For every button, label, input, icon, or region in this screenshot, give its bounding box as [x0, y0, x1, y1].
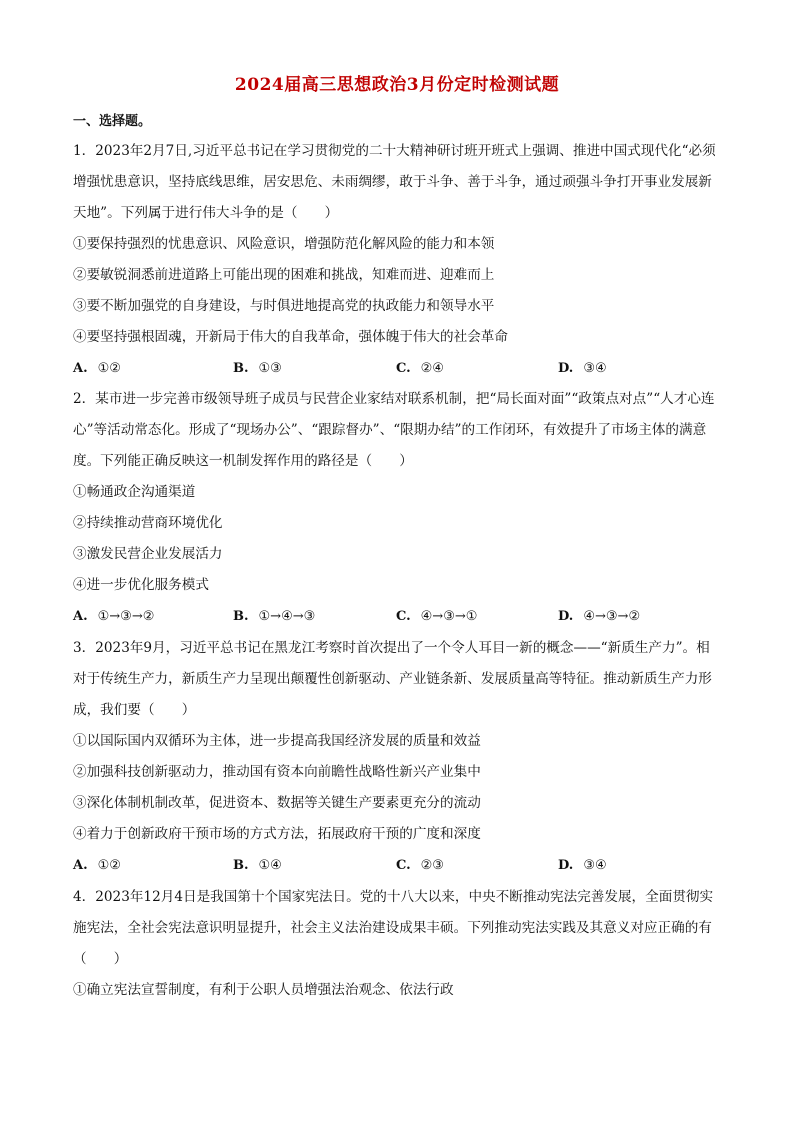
statement-item: ②要敏锐洞悉前进道路上可能出现的困难和挑战，知难而进、迎难而上	[73, 267, 495, 283]
answer-options	[73, 601, 723, 632]
answer-options	[73, 353, 723, 384]
option-d[interactable]: D. ④→③→②	[558, 609, 641, 624]
statement-item: ①畅通政企沟通渠道	[73, 484, 196, 500]
option-c[interactable]: C. ④→③→①	[396, 609, 478, 624]
section-heading: 一、选择题。	[73, 114, 152, 129]
question-stem: 4．2023年12月4日是我国第十个国家宪法日。党的十八大以来，中央不断推动宪法完善发展，全面贯彻实施宪法，全社会宪法意识明显提升，社会主义法治建设成果丰硕。下列推动宪法实践及其意义对应正确的有（ ）	[73, 889, 714, 967]
question-3	[73, 633, 723, 881]
option-c[interactable]: C. ②③	[396, 858, 444, 873]
question-stem: 2．某市进一步完善市级领导班子成员与民营企业家结对联系机制，把“局长面对面”“政策点对点”“人才心连心”等活动常态化。形成了“现场办公”、“跟踪督办”、“限期办结”的工作闭环，有效提升了市场主体的满意度。下列能正确反映这一机制发挥作用的路径是（ ）	[73, 391, 715, 469]
statement-item: ②加强科技创新驱动力，推动国有资本向前瞻性战略性新兴产业集中	[73, 764, 481, 780]
option-a[interactable]: A. ①②	[73, 361, 121, 376]
statement-item: ④着力于创新政府干预市场的方式方法，拓展政府干预的广度和深度	[73, 826, 481, 842]
option-d[interactable]: D. ③④	[558, 361, 607, 376]
statement-item: ③激发民营企业发展活力	[73, 546, 223, 562]
answer-options	[73, 850, 723, 881]
page-title: 2024届高三思想政治3月份定时检测试题	[234, 75, 560, 95]
question-stem: 3．2023年9月，习近平总书记在黑龙江考察时首次提出了一个令人耳目一新的概念——“新质生产力”。相对于传统生产力，新质生产力呈现出颠覆性创新驱动、产业链条新、发展质量高等特征。推动新质生产力形成，我们要（ ）	[73, 640, 712, 718]
statement-item: ③深化体制机制改革，促进资本、数据等关键生产要素更充分的流动	[73, 795, 481, 811]
option-b[interactable]: B. ①③	[233, 361, 282, 376]
option-d[interactable]: D. ③④	[558, 858, 607, 873]
statement-item: ①以国际国内双循环为主体，进一步提高我国经济发展的质量和效益	[73, 733, 481, 749]
statement-item: ③要不断加强党的自身建设，与时俱进地提高党的执政能力和领导水平	[73, 298, 495, 314]
option-a[interactable]: A. ①→③→②	[73, 609, 155, 624]
statement-item: ④进一步优化服务模式	[73, 577, 209, 593]
option-c[interactable]: C. ②④	[396, 361, 444, 376]
statement-item: ①确立宪法宣誓制度，有利于公职人员增强法治观念、依法行政	[73, 982, 454, 998]
question-stem: 1．2023年2月7日,习近平总书记在学习贯彻党的二十大精神研讨班开班式上强调、推进中国式现代化“必须增强忧患意识，坚持底线思维，居安思危、未雨绸缪，敢于斗争、善于斗争，通过顽强斗争打开事业发展新天地”。下列属于进行伟大斗争的是（ ）	[73, 143, 716, 221]
option-b[interactable]: B. ①→④→③	[233, 609, 316, 624]
option-b[interactable]: B. ①④	[233, 858, 282, 873]
question-1	[73, 136, 723, 384]
statement-item: ②持续推动营商环境优化	[73, 515, 223, 531]
question-4	[73, 882, 723, 1006]
statement-item: ④要坚持强根固魂，开新局于伟大的自我革命，强体魄于伟大的社会革命	[73, 329, 508, 345]
question-2	[73, 384, 723, 632]
statement-item: ①要保持强烈的忧患意识、风险意识，增强防范化解风险的能力和本领	[73, 236, 495, 252]
option-a[interactable]: A. ①②	[73, 858, 121, 873]
